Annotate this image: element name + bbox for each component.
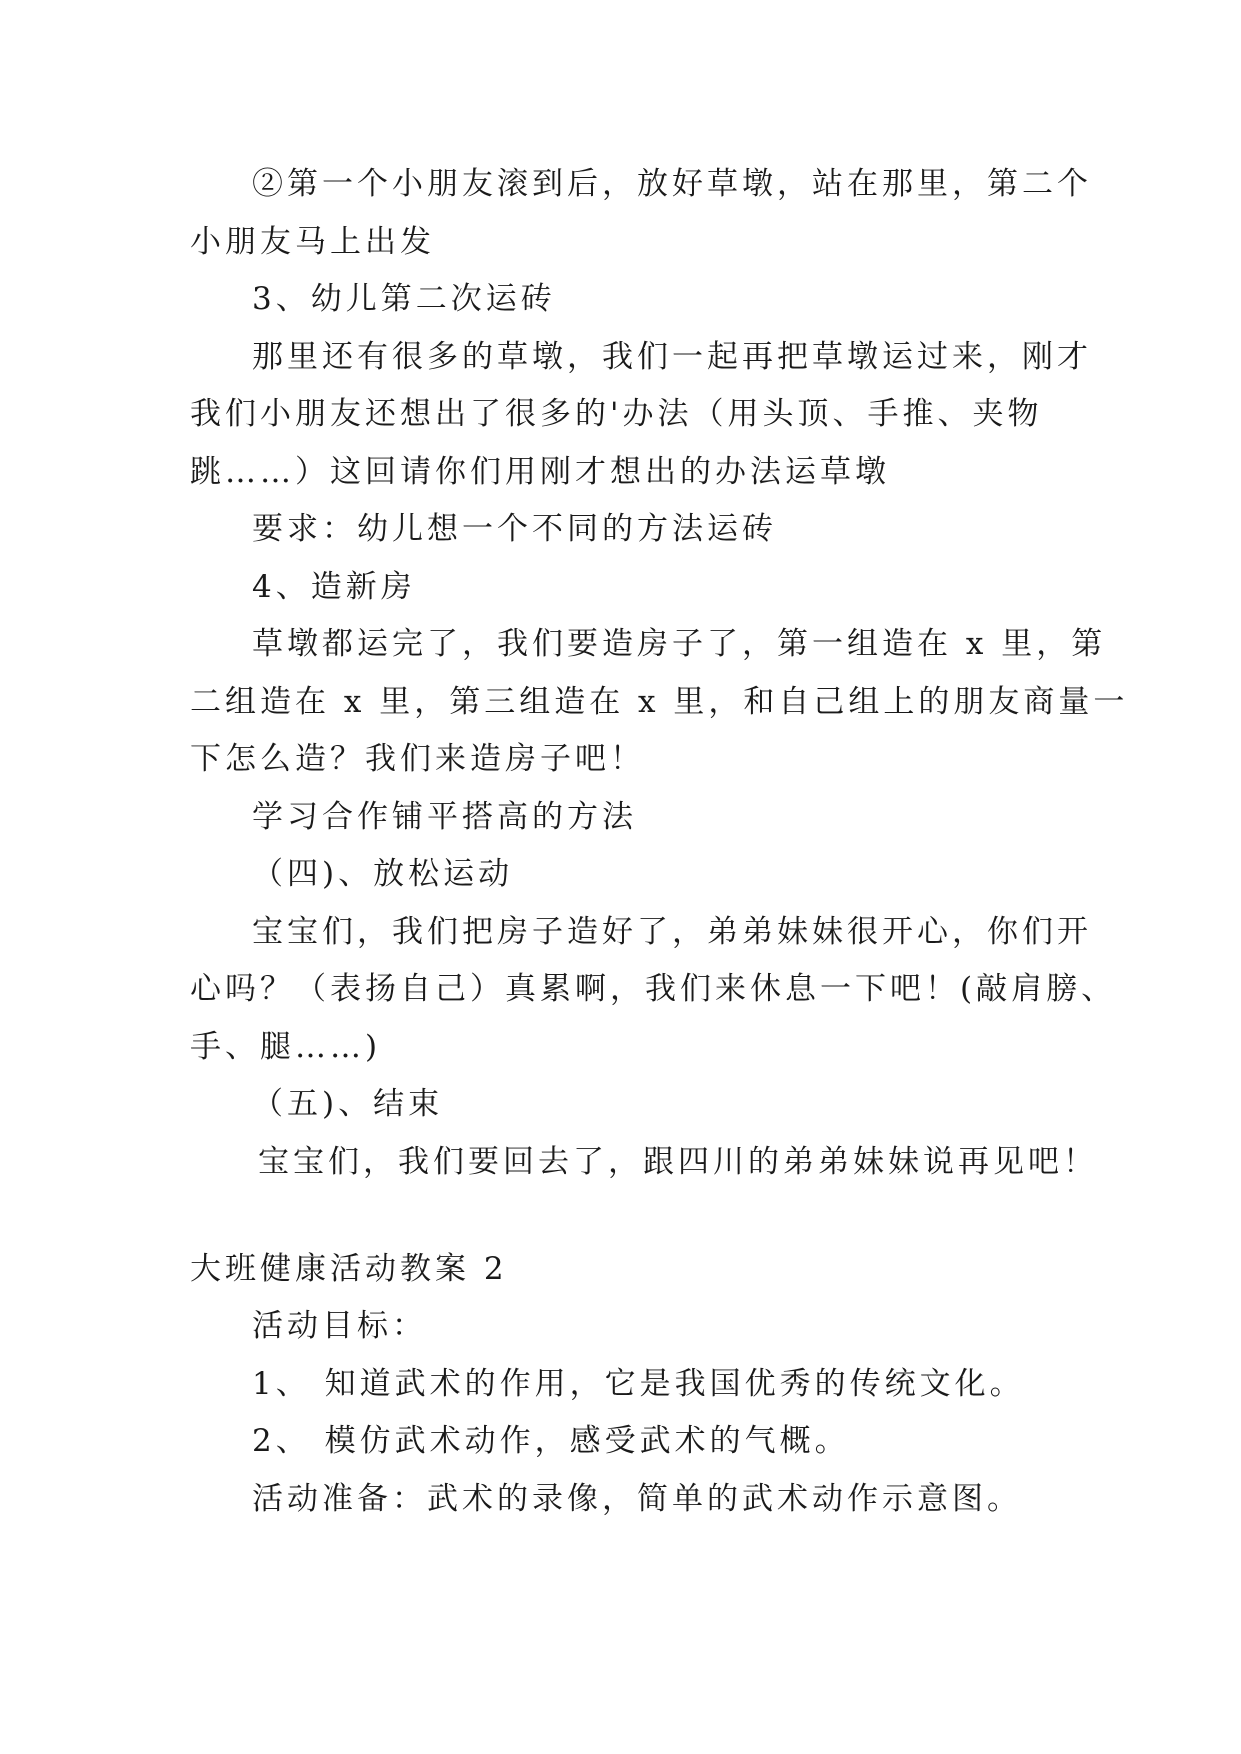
paragraph-line: 下怎么造？我们来造房子吧！ [190, 741, 645, 777]
document-title: 大班健康活动教案 2 [190, 1251, 508, 1287]
paragraph-line: 那里还有很多的草墩，我们一起再把草墩运过来，刚才 [252, 339, 1092, 375]
paragraph-line: 活动准备：武术的录像，简单的武术动作示意图。 [252, 1481, 1022, 1517]
section-heading: （四)、放松运动 [252, 856, 514, 892]
step-heading: 3、幼儿第二次运砖 [252, 281, 556, 317]
list-item: 2、 模仿武术动作，感受武术的气概。 [252, 1423, 850, 1459]
paragraph-line: 学习合作铺平搭高的方法 [252, 799, 637, 835]
paragraph-line: 草墩都运完了，我们要造房子了，第一组造在 x 里，第 [252, 626, 1107, 662]
paragraph-line: 手、腿……) [190, 1029, 382, 1065]
paragraph-line: 要求：幼儿想一个不同的方法运砖 [252, 511, 777, 547]
step-heading: 4、造新房 [252, 569, 416, 605]
paragraph-line: 二组造在 x 里，第三组造在 x 里，和自己组上的朋友商量一 [190, 684, 1129, 720]
paragraph-line: 活动目标： [252, 1308, 427, 1344]
section-heading: （五)、结束 [252, 1086, 444, 1122]
paragraph-line: ②第一个小朋友滚到后，放好草墩，站在那里，第二个 [252, 166, 1092, 202]
list-item: 1、 知道武术的作用，它是我国优秀的传统文化。 [252, 1366, 1025, 1402]
paragraph-line: 心吗？（表扬自己）真累啊，我们来休息一下吧！(敲肩膀、 [190, 971, 1117, 1007]
paragraph-line: 小朋友马上出发 [190, 224, 435, 260]
paragraph-line: 宝宝们，我们要回去了，跟四川的弟弟妹妹说再见吧！ [258, 1144, 1098, 1180]
paragraph-line: 我们小朋友还想出了很多的'办法（用头顶、手推、夹物 [190, 396, 1043, 432]
paragraph-line: 跳……）这回请你们用刚才想出的办法运草墩 [190, 454, 890, 490]
paragraph-line: 宝宝们，我们把房子造好了，弟弟妹妹很开心，你们开 [252, 914, 1092, 950]
